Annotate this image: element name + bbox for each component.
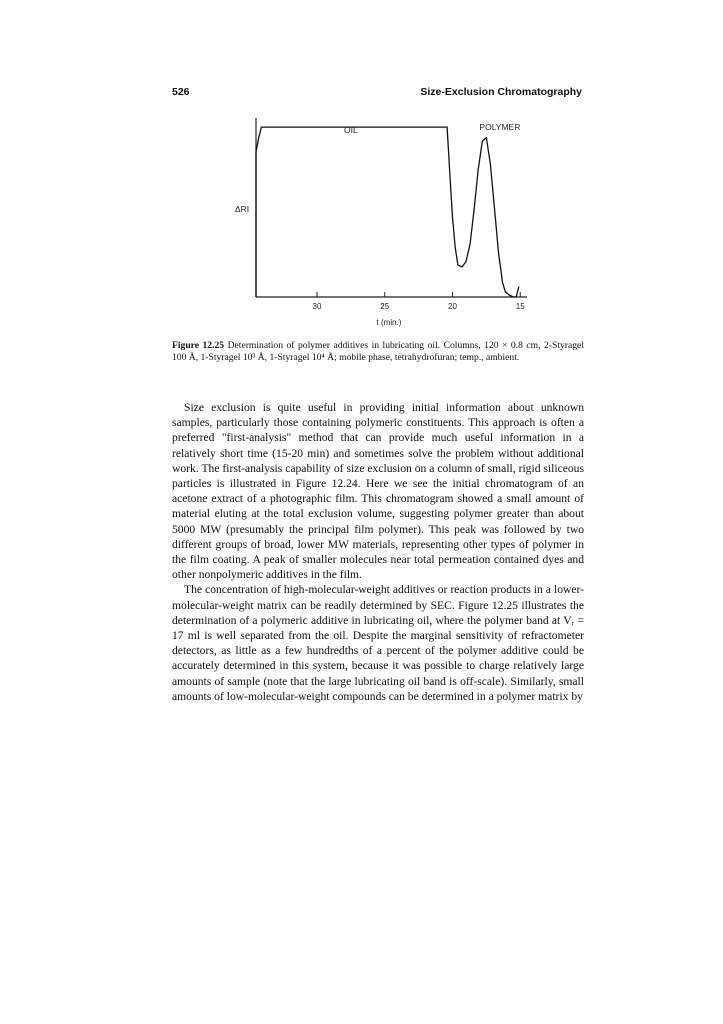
running-title: Size-Exclusion Chromatography: [420, 86, 582, 98]
body-text: [172, 400, 584, 704]
x-tick-label-15: 15: [515, 302, 525, 311]
figure-caption: [172, 340, 584, 364]
figure-label: Figure 12.25: [172, 340, 225, 351]
oil-peak-label: OIL: [343, 124, 358, 135]
polymer-peak-label: POLYMER: [479, 122, 521, 133]
x-axis-label: t (min.): [376, 318, 402, 327]
paragraph-2: The concentration of high-molecular-weight additives or reaction products in a lower-molecular-weight matrix can be readily determined by SEC. Figure 12.25 illustrates the determination of a polymeric additive in lubricating oil, where the polymer band at Vᵣ = 17 ml is well separated from the oil. Despite the marginal sensitivity of refractometer detectors, as little as a few hundredths of a percent of the polymer additive could be accurately determined in this system, because it was possible to charge relatively large amounts of sample (note that the large lubricating oil band is off-scale). Similarly, small amounts of low-molecular-weight compounds can be determined in a polymer matrix by: [172, 583, 584, 703]
x-tick-label-25: 25: [380, 302, 390, 311]
caption-text: Determination of polymer additives in lubricating oil. Columns, 120 × 0.8 cm, 2-Styragel 100 Å, 1-Styragel 10³ Å, 1-Styragel 10⁴ Å; mobile phase, tetrahydrofuran; temp., ambient.: [172, 340, 584, 364]
x-tick-label-20: 20: [448, 302, 457, 311]
y-axis-label: ΔRI: [234, 204, 250, 214]
x-tick-label-30: 30: [312, 302, 322, 311]
paragraph-1: Size exclusion is quite useful in providing initial information about unknown samples, particularly those containing polymeric constituents. This approach is often a preferred "first-analysis" method that can provide much useful information in a relatively short time (15-20 min) and sometimes solve the problem without additional work. The first-analysis capability of size exclusion on a column of small, rigid siliceous particles is illustrated in Figure 12.24. Here we see the initial chromatogram of an acetone extract of a photographic film. This chromatogram showed a small amount of material eluting at the total exclusion volume, suggesting polymer greater than about 5000 MW (presumably the principal film polymer). This peak was followed by two different groups of broad, lower MW materials, representing other types of polymer in the film coating. A peak of smaller molecules near total permeation contained dyes and other nonpolymeric additives in the film.: [172, 401, 584, 582]
page-number: 526: [172, 86, 190, 98]
chromatogram-trace: [256, 124, 519, 297]
chromatogram-figure: [0, 0, 723, 340]
